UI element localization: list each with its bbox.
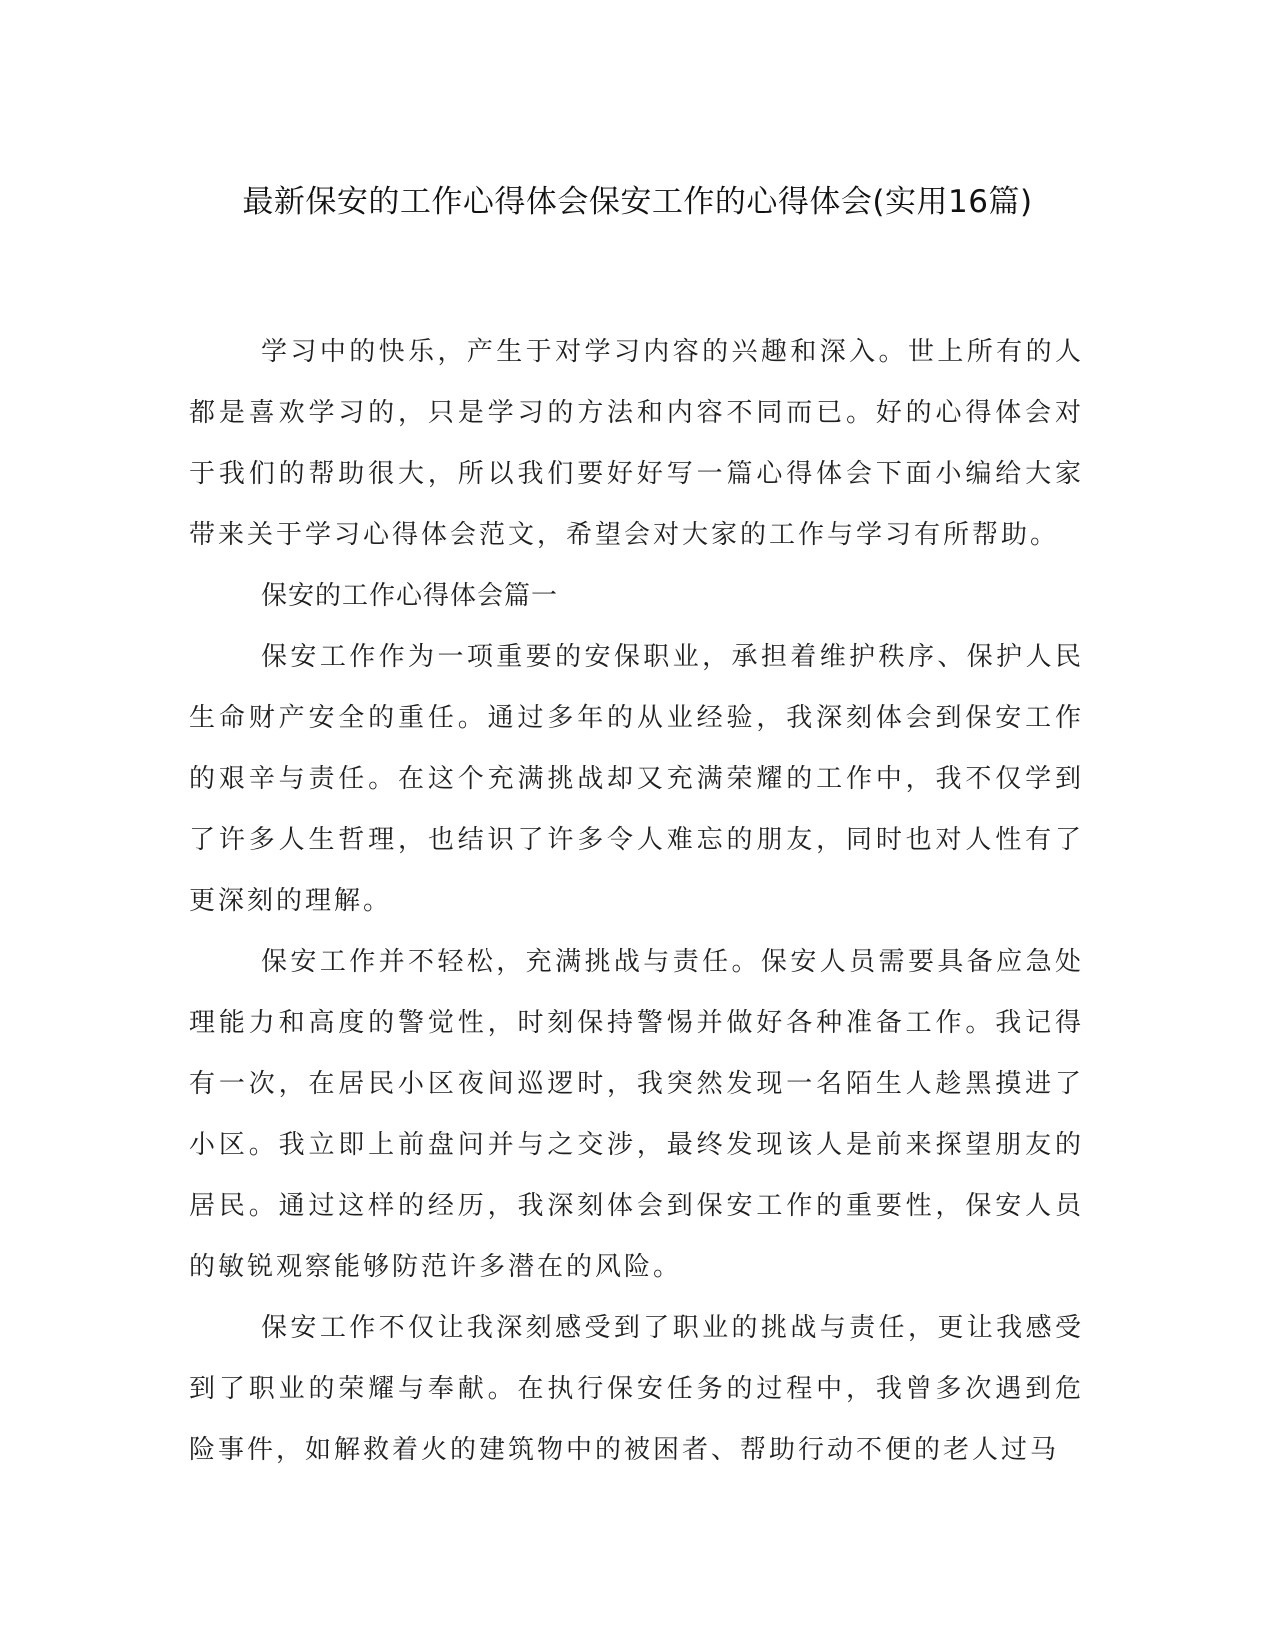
intro-paragraph: 学习中的快乐，产生于对学习内容的兴趣和深入。世上所有的人都是喜欢学习的，只是学习的方法和内容不同而已。好的心得体会对于我们的帮助很大，所以我们要好好写一篇心得体会下面小编给大家带来关于学习心得体会范文，希望会对大家的工作与学习有所帮助。 <box>189 337 1084 550</box>
document-body <box>189 322 1084 1481</box>
section-heading: 保安的工作心得体会篇一 <box>261 581 559 611</box>
body-paragraph-2: 保安工作并不轻松，充满挑战与责任。保安人员需要具备应急处理能力和高度的警觉性，时刻保持警惕并做好各种准备工作。我记得有一次，在居民小区夜间巡逻时，我突然发现一名陌生人趁黑摸进了小区。我立即上前盘问并与之交涉，最终发现该人是前来探望朋友的居民。通过这样的经历，我深刻体会到保安工作的重要性，保安人员的敏锐观察能够防范许多潜在的风险。 <box>189 947 1084 1282</box>
document-title: 最新保安的工作心得体会保安工作的心得体会(实用16篇) <box>242 184 1033 220</box>
body-paragraph-1: 保安工作作为一项重要的安保职业，承担着维护秩序、保护人民生命财产安全的重任。通过多年的从业经验，我深刻体会到保安工作的艰辛与责任。在这个充满挑战却又充满荣耀的工作中，我不仅学到了许多人生哲理，也结识了许多令人难忘的朋友，同时也对人性有了更深刻的理解。 <box>189 642 1084 916</box>
body-paragraph-3: 保安工作不仅让我深刻感受到了职业的挑战与责任，更让我感受到了职业的荣耀与奉献。在执行保安任务的过程中，我曾多次遇到危险事件，如解救着火的建筑物中的被困者、帮助行动不便的老人过马 <box>189 1313 1084 1465</box>
